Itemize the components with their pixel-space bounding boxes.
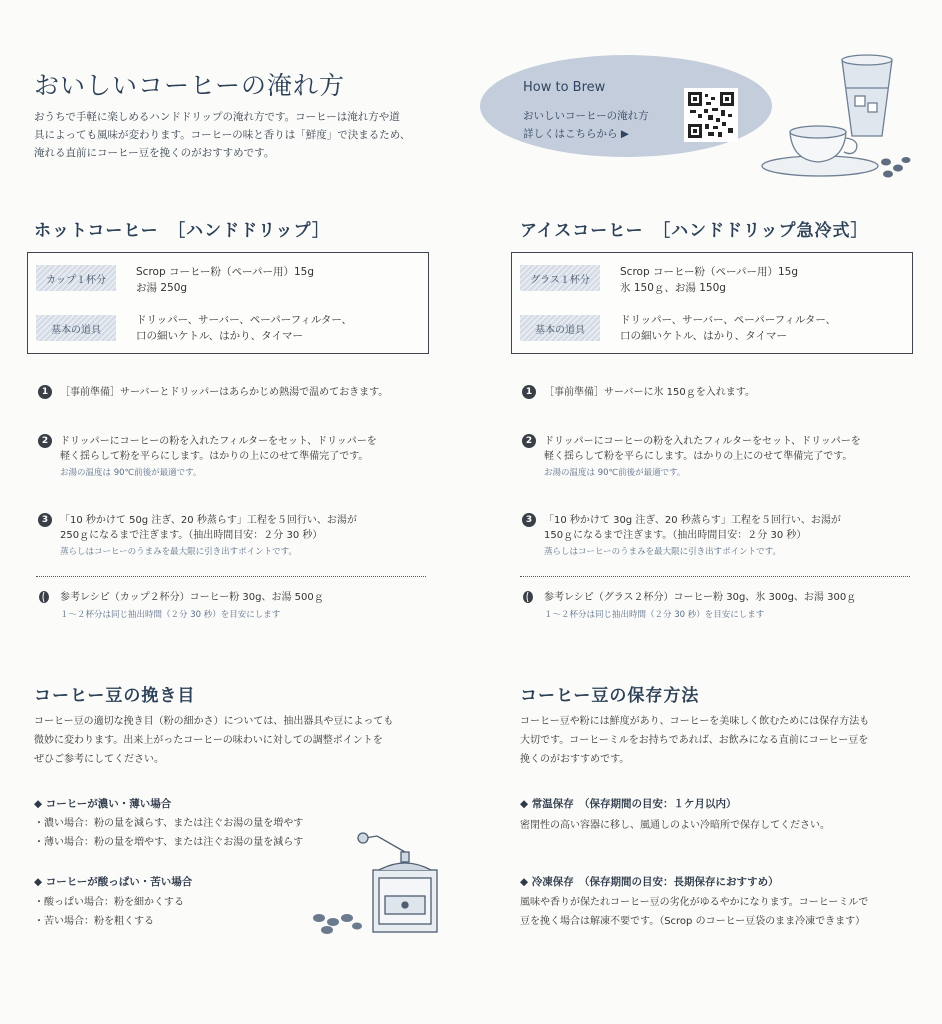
step-number-badge: 1 bbox=[522, 385, 536, 399]
iced-tools-line: 口の細いケトル、はかり、タイマー bbox=[620, 330, 787, 342]
hot-step-note: 蒸らしはコーヒーのうまみを最大限に引き出すポイントです。 bbox=[60, 547, 297, 557]
how-to-brew-title: How to Brew bbox=[523, 80, 606, 95]
hot-ingredients-box bbox=[27, 252, 429, 354]
iced-coffee-title: アイスコーヒー ［ハンドドリップ急冷式］ bbox=[520, 221, 869, 241]
hot-tools-line: ドリッパー、サーバー、ペーパーフィルター、 bbox=[136, 314, 352, 326]
storage-text: 豆を挽く場合は解凍不要です。（Scrop のコーヒー豆袋のまま冷凍できます） bbox=[520, 916, 866, 927]
grind-body-line: ぜひご参考にしてください。 bbox=[34, 754, 164, 765]
iced-reference-note: １～２杯分は同じ抽出時間（２分 30 秒）を目安にします bbox=[544, 610, 765, 620]
grind-subheading: ◆ コーヒーが酸っぱい・苦い場合 bbox=[34, 876, 193, 888]
iced-serving-tag: グラス１杯分 bbox=[520, 265, 600, 291]
grind-title: コーヒー豆の挽き目 bbox=[34, 686, 196, 706]
hot-tools-tag: 基本の道具 bbox=[36, 315, 116, 341]
intro-line: 淹れる直前にコーヒー豆を挽くのがおすすめです。 bbox=[34, 147, 275, 159]
grind-body-line: 微妙に変わります。出来上がったコーヒーの味わいに対しての調整ポイントを bbox=[34, 735, 383, 746]
hot-step-text: ドリッパーにコーヒーの粉を入れたフィルターをセット、ドリッパーを bbox=[60, 436, 377, 447]
iced-step-text: ［事前準備］サーバーに氷 150ｇを入れます。 bbox=[544, 387, 755, 398]
storage-subheading: ◆ 常温保存 （保存期間の目安：１ケ月以内） bbox=[520, 798, 737, 810]
storage-body-line: 大切です。コーヒーミルをお持ちであれば、お飲みになる直前にコーヒー豆を bbox=[520, 735, 869, 746]
how-to-brew-link[interactable]: 詳しくはこちらから ▶ bbox=[523, 128, 629, 140]
page-title: おいしいコーヒーの淹れ方 bbox=[34, 71, 346, 100]
step-number-badge: 2 bbox=[38, 434, 52, 448]
hot-step-text: 軽く揺らして粉を平らにします。はかりの上にのせて準備完了です。 bbox=[60, 451, 369, 462]
storage-subheading: ◆ 冷凍保存 （保存期間の目安：長期保存におすすめ） bbox=[520, 876, 779, 888]
intro-line: 具によっても風味が変わります。コーヒーの味と香りは「鮮度」で決まるため、 bbox=[34, 129, 411, 141]
iced-ingredient-line: 氷 150ｇ、お湯 150g bbox=[620, 282, 726, 294]
iced-ingredients-box bbox=[511, 252, 913, 354]
hot-step-note: お湯の温度は 90℃前後が最適です。 bbox=[60, 468, 202, 478]
storage-body-line: コーヒー豆や粉には鮮度があり、コーヒーを美味しく飲むためには保存方法も bbox=[520, 716, 870, 727]
iced-tools-tag: 基本の道具 bbox=[520, 315, 600, 341]
intro-text bbox=[34, 108, 454, 162]
coffee-mill-illustration-icon bbox=[305, 826, 455, 942]
how-to-brew-line: おいしいコーヒーの淹れ方 bbox=[523, 110, 649, 122]
iced-step-note: お湯の温度は 90℃前後が最適です。 bbox=[544, 468, 686, 478]
iced-step-text: ドリッパーにコーヒーの粉を入れたフィルターをセット、ドリッパーを bbox=[544, 436, 861, 447]
iced-reference-recipe: 参考レシピ（グラス２杯分）コーヒー粉 30g、氷 300g、お湯 300ｇ bbox=[544, 592, 857, 603]
storage-text: 密閉性の高い容器に移し、風通しのよい冷暗所で保存してください。 bbox=[520, 820, 830, 831]
step-number-badge: 1 bbox=[38, 385, 52, 399]
divider bbox=[520, 576, 910, 577]
grind-bullet: ・薄い場合：粉の量を増やす、または注ぐお湯の量を減らす bbox=[34, 837, 304, 848]
iced-step-text: 150ｇになるまで注ぎます。（抽出時間目安：２分 30 秒） bbox=[544, 530, 807, 541]
grind-bullet: ・酸っぱい場合：粉を細かくする bbox=[34, 897, 184, 908]
hot-serving-tag: カップ１杯分 bbox=[36, 265, 116, 291]
iced-step-note: 蒸らしはコーヒーのうまみを最大限に引き出すポイントです。 bbox=[544, 547, 781, 557]
storage-body-line: 挽くのがおすすめです。 bbox=[520, 754, 630, 765]
hot-tools-line: 口の細いケトル、はかり、タイマー bbox=[136, 330, 303, 342]
hot-reference-recipe: 参考レシピ（カップ２杯分）コーヒー粉 30g、お湯 500ｇ bbox=[60, 592, 324, 603]
hot-coffee-title: ホットコーヒー ［ハンドドリップ］ bbox=[34, 221, 330, 241]
hot-ingredient-line: お湯 250g bbox=[136, 282, 188, 294]
qr-code-icon[interactable] bbox=[684, 88, 738, 142]
hot-step-text: 「10 秒かけて 50g 注ぎ、20 秒蒸らす」工程を５回行い、お湯が bbox=[60, 515, 357, 526]
storage-title: コーヒー豆の保存方法 bbox=[520, 686, 700, 706]
hot-ingredient-line: Scrop コーヒー粉（ペーパー用）15g bbox=[136, 266, 315, 278]
hot-step-text: ［事前準備］サーバーとドリッパーはあらかじめ熱湯で温めておきます。 bbox=[60, 387, 389, 398]
iced-step-text: 軽く揺らして粉を平らにします。はかりの上にのせて準備完了です。 bbox=[544, 451, 853, 462]
iced-ingredient-line: Scrop コーヒー粉（ペーパー用）15g bbox=[620, 266, 799, 278]
coffee-bean-icon bbox=[38, 591, 50, 603]
coffee-cup-illustration-icon bbox=[760, 48, 920, 188]
grind-bullet: ・濃い場合：粉の量を減らす、または注ぐお湯の量を増やす bbox=[34, 818, 304, 829]
grind-bullet: ・苦い場合：粉を粗くする bbox=[34, 916, 154, 927]
storage-text: 風味や香りが保たれコーヒー豆の劣化がゆるやかになります。コーヒーミルで bbox=[520, 897, 869, 908]
step-number-badge: 3 bbox=[522, 513, 536, 527]
iced-step-text: 「10 秒かけて 30g 注ぎ、20 秒蒸らす」工程を５回行い、お湯が bbox=[544, 515, 841, 526]
hot-reference-note: １～２杯分は同じ抽出時間（２分 30 秒）を目安にします bbox=[60, 610, 281, 620]
step-number-badge: 3 bbox=[38, 513, 52, 527]
divider bbox=[36, 576, 426, 577]
hot-step-text: 250ｇになるまで注ぎます。（抽出時間目安：２分 30 秒） bbox=[60, 530, 323, 541]
intro-line: おうちで手軽に楽しめるハンドドリップの淹れ方です。コーヒーは淹れ方や道 bbox=[34, 111, 400, 123]
grind-body-line: コーヒー豆の適切な挽き目（粉の細かさ）については、抽出器具や豆によっても bbox=[34, 716, 394, 727]
iced-tools-line: ドリッパー、サーバー、ペーパーフィルター、 bbox=[620, 314, 836, 326]
step-number-badge: 2 bbox=[522, 434, 536, 448]
grind-subheading: ◆ コーヒーが濃い・薄い場合 bbox=[34, 798, 172, 810]
coffee-bean-icon bbox=[522, 591, 534, 603]
